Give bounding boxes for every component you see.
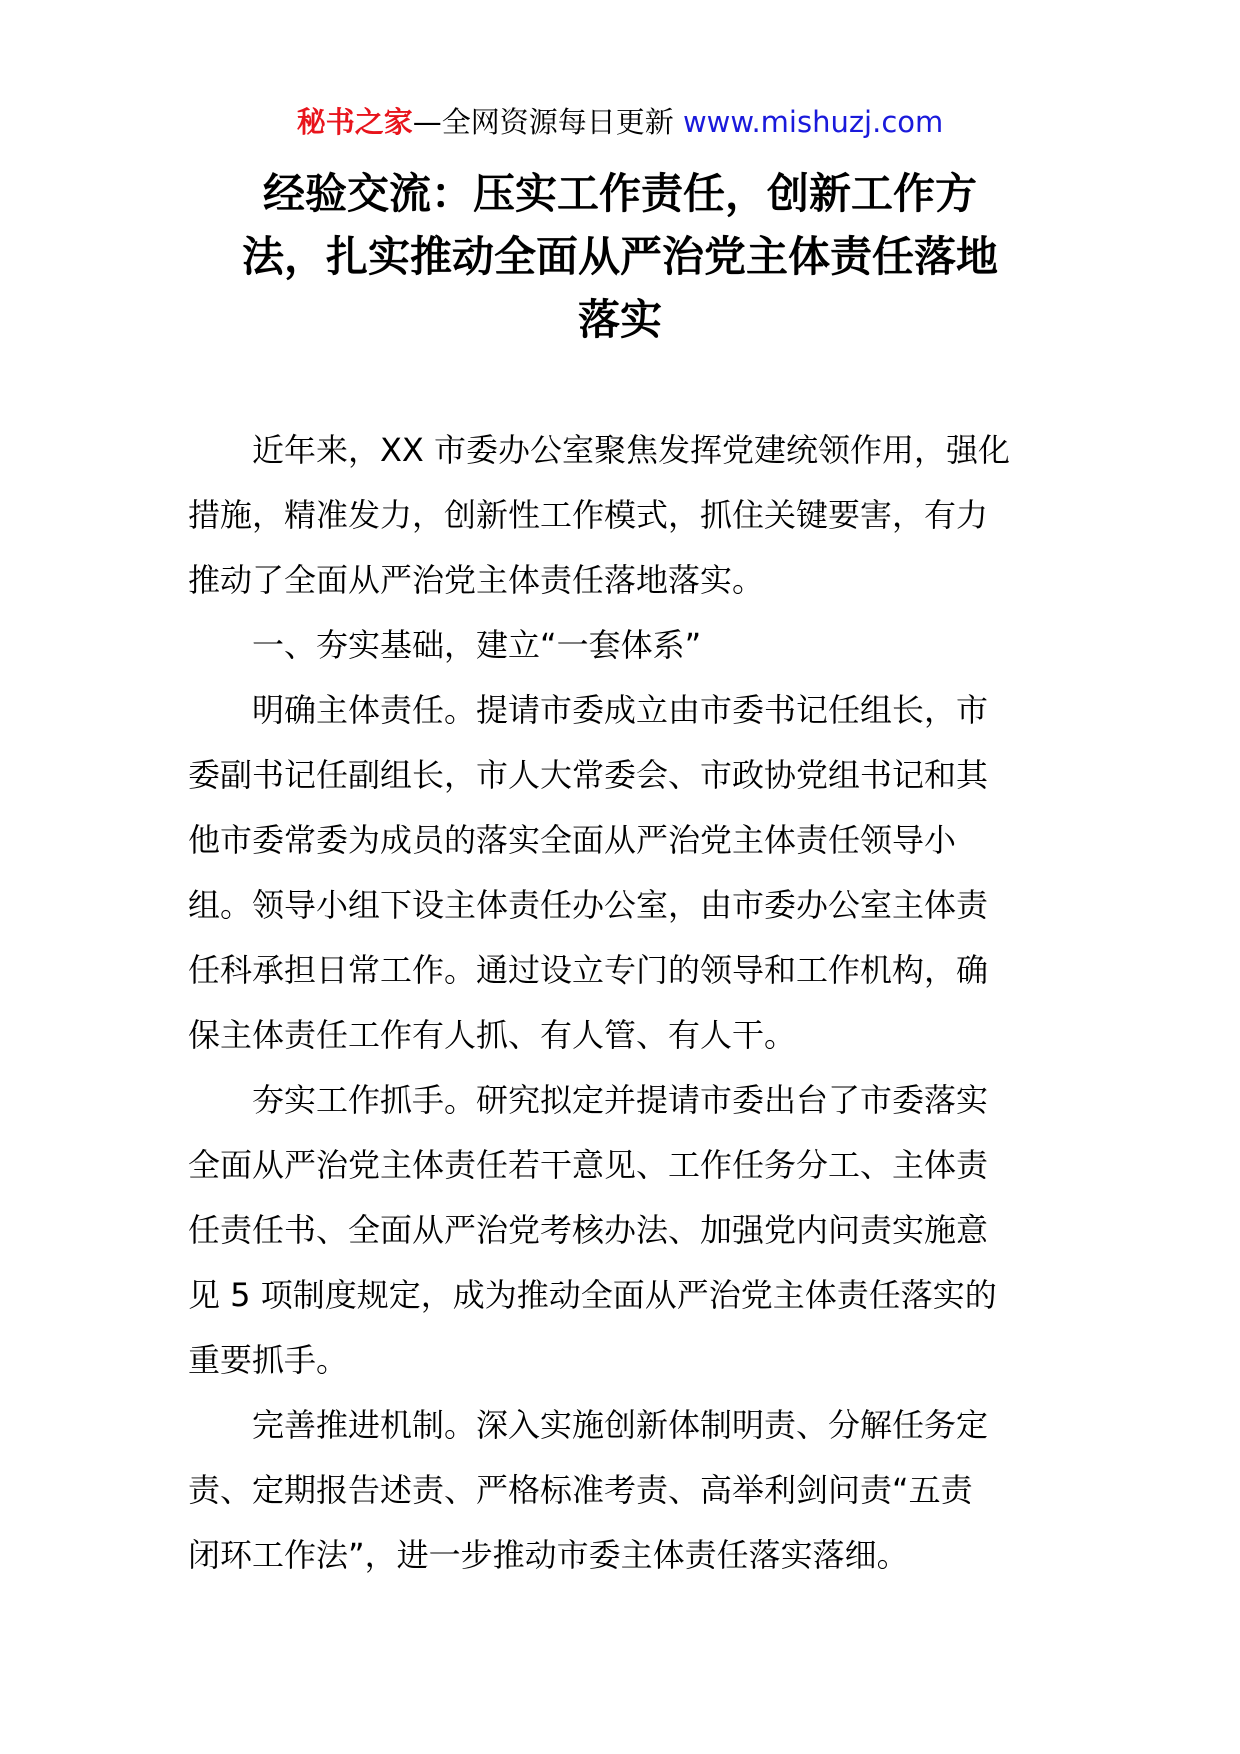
site-url-link[interactable]: www.mishuzj.com (682, 105, 944, 139)
text-line: 推动了全面从严治党主体责任落地落实。 (188, 561, 765, 599)
body-paragraph (188, 678, 1064, 1068)
text-line: 一、夯实基础，建立“一套体系” (252, 626, 702, 664)
section-heading (188, 613, 1064, 678)
text-line: 任科承担日常工作。通过设立专门的领导和工作机构，确 (188, 951, 989, 989)
body-paragraph (188, 1393, 1064, 1588)
body-paragraph (188, 1068, 1064, 1393)
site-tagline: —全网资源每日更新 (412, 105, 683, 139)
text-line: 保主体责任工作有人抓、有人管、有人干。 (188, 1016, 797, 1054)
text-line: 重要抓手。 (188, 1341, 349, 1379)
document-title (180, 162, 1060, 351)
text-line: 夯实工作抓手。研究拟定并提请市委出台了市委落实 (252, 1081, 989, 1119)
text-line: 明确主体责任。提请市委成立由市委书记任组长，市 (252, 691, 989, 729)
site-brand: 秘书之家 (296, 105, 413, 139)
text-line: 措施，精准发力，创新性工作模式，抓住关键要害，有力 (188, 496, 989, 534)
text-line: 责、定期报告述责、严格标准考责、高举利剑问责“五责 (188, 1471, 973, 1509)
text-line: 全面从严治党主体责任若干意见、工作任务分工、主体责 (188, 1146, 989, 1184)
text-line: 组。领导小组下设主体责任办公室，由市委办公室主体责 (188, 886, 989, 924)
text-line: 近年来，XX 市委办公室聚焦发挥党建统领作用，强化 (252, 431, 1011, 469)
intro-paragraph (188, 418, 1064, 613)
text-line: 他市委常委为成员的落实全面从严治党主体责任领导小 (188, 821, 957, 859)
document-body (188, 418, 1064, 1588)
title-line: 落实 (577, 295, 662, 344)
title-line: 法，扎实推动全面从严治党主体责任落地 (241, 232, 998, 281)
text-line: 闭环工作法”，进一步推动市委主体责任落实落细。 (188, 1536, 909, 1574)
site-header (0, 100, 1240, 144)
text-line: 委副书记任副组长，市人大常委会、市政协党组书记和其 (188, 756, 989, 794)
text-line: 任责任书、全面从严治党考核办法、加强党内问责实施意 (188, 1211, 989, 1249)
title-line: 经验交流：压实工作责任，创新工作方 (262, 169, 977, 218)
text-line: 见 5 项制度规定，成为推动全面从严治党主体责任落实的 (188, 1276, 997, 1314)
text-line: 完善推进机制。深入实施创新体制明责、分解任务定 (252, 1406, 989, 1444)
